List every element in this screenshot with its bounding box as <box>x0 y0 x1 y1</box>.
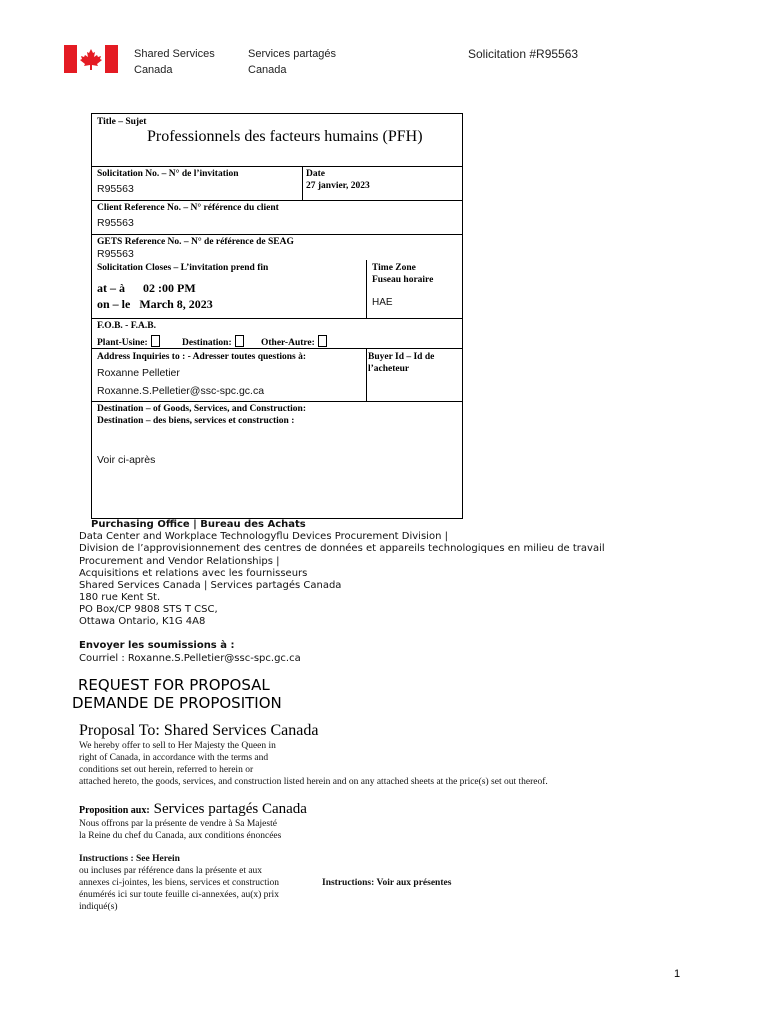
offre-line-1: Nous offrons par la présente de vendre à Sa Majesté <box>79 819 277 829</box>
timezone-value: HAE <box>372 297 393 308</box>
client-ref-value: R95563 <box>97 217 134 229</box>
purchasing-line-6: 180 rue Kent St. <box>79 592 161 603</box>
purchasing-line-7: PO Box/CP 9808 STS T CSC, <box>79 604 218 615</box>
address-label: Address Inquiries to : - Adresser toutes questions à: <box>97 352 307 362</box>
rfp-title-en: REQUEST FOR PROPOSAL <box>78 676 270 694</box>
timezone-label-line1: Time Zone <box>372 263 416 273</box>
proposition-line <box>79 800 307 818</box>
org-name-fr-line1: Services partagés <box>248 48 337 60</box>
gets-ref-label: GETS Reference No. – N° de référence de SEAG <box>97 237 294 247</box>
instructions-label: Instructions : See Herein <box>79 854 180 864</box>
buyer-label-line1: Buyer Id – Id de <box>368 352 435 362</box>
rule <box>92 234 462 235</box>
org-name-en <box>134 46 215 78</box>
proposal-to: Proposal To: Shared Services Canada <box>79 722 319 739</box>
purchasing-line-2: Division de l’approvisionnement des centres de données et appareils technologiques en milieu de travail <box>79 543 605 554</box>
submit-heading: Envoyer les soumissions à : <box>79 640 235 651</box>
rule <box>366 260 367 318</box>
rule <box>92 401 462 402</box>
rule <box>92 200 462 201</box>
purchasing-line-4: Acquisitions et relations avec les fournisseurs <box>79 568 308 579</box>
purchasing-line-8: Ottawa Ontario, K1G 4A8 <box>79 616 206 627</box>
purchasing-line-3: Procurement and Vendor Relationships | <box>79 556 280 567</box>
buyer-label-line2: l’acheteur <box>368 364 410 374</box>
plant-checkbox[interactable] <box>151 335 160 347</box>
timezone-label-line2: Fuseau horaire <box>372 275 434 285</box>
rule <box>302 166 303 200</box>
purchasing-office-heading: Purchasing Office | Bureau des Achats <box>91 519 306 530</box>
other-option <box>261 335 327 349</box>
solicitation-form-box <box>91 113 463 519</box>
date-value: 27 janvier, 2023 <box>306 181 370 191</box>
closes-time: at – à 02 :00 PM <box>97 281 196 295</box>
canada-flag-logo <box>64 45 118 73</box>
destination-label: Destination: <box>182 338 232 348</box>
other-label: Other-Autre: <box>261 338 315 348</box>
org-name-en-line1: Shared Services <box>134 48 215 60</box>
other-checkbox[interactable] <box>318 335 327 347</box>
org-name-en-line2: Canada <box>134 64 173 76</box>
org-name-fr-line2: Canada <box>248 64 287 76</box>
solicitation-number-header: Solicitation #R95563 <box>468 47 579 61</box>
offre-line-2: la Reine du chef du Canada, aux conditions énoncées <box>79 831 282 841</box>
client-ref-label: Client Reference No. – N° référence du client <box>97 203 279 213</box>
gets-ref-value: R95563 <box>97 248 134 260</box>
title-value: Professionnels des facteurs humains (PFH) <box>147 128 423 145</box>
solicitation-no-label: Solicitation No. – N° de l’invitation <box>97 169 239 179</box>
purchasing-line-5: Shared Services Canada | Services partagés Canada <box>79 580 342 591</box>
offer-line-3: conditions set out herein, referred to herein or <box>79 765 254 775</box>
rfp-title-fr: DEMANDE DE PROPOSITION <box>72 694 282 712</box>
contact-email: Roxanne.S.Pelletier@ssc-spc.gc.ca <box>97 385 265 397</box>
instructions-line-4: indiqué(s) <box>79 902 118 912</box>
instructions-line-2: annexes ci-jointes, les biens, services et construction <box>79 878 279 888</box>
instructions-fr: Instructions: Voir aux présentes <box>322 878 452 888</box>
rule <box>92 166 462 167</box>
closes-label: Solicitation Closes – L’invitation prend fin <box>97 263 269 273</box>
instructions-line-3: énumérés ici sur toute feuille ci-annexées, au(x) prix <box>79 890 279 900</box>
date-label: Date <box>306 169 325 179</box>
purchasing-line-1: Data Center and Workplace Technologyflu Devices Procurement Division | <box>79 531 448 542</box>
proposition-value: Services partagés Canada <box>153 801 307 817</box>
org-name-fr <box>248 46 336 78</box>
rule <box>92 318 462 319</box>
offer-line-4: attached hereto, the goods, services, and construction listed herein and on any attached sheets at the price(s) set out thereof. <box>79 777 548 787</box>
plant-label: Plant-Usine: <box>97 338 148 348</box>
offer-line-1: We hereby offer to sell to Her Majesty the Queen in <box>79 741 276 751</box>
destination-option <box>182 335 244 349</box>
submit-email-line: Courriel : Roxanne.S.Pelletier@ssc-spc.gc.ca <box>79 653 301 664</box>
page-number: 1 <box>674 968 681 980</box>
proposition-label: Proposition aux: <box>79 805 150 816</box>
closes-date: on – le March 8, 2023 <box>97 297 213 311</box>
destination-value: Voir ci-après <box>97 454 156 466</box>
contact-name: Roxanne Pelletier <box>97 367 180 379</box>
fob-label: F.O.B. - F.A.B. <box>97 321 156 331</box>
offer-line-2: right of Canada, in accordance with the terms and <box>79 753 269 763</box>
rule <box>366 348 367 401</box>
destination-checkbox[interactable] <box>235 335 244 347</box>
destination-goods-line2: Destination – des biens, services et construction : <box>97 416 295 426</box>
instructions-line-1: ou incluses par référence dans la présente et aux <box>79 866 263 876</box>
plant-option <box>97 335 160 349</box>
destination-goods-line1: Destination – of Goods, Services, and Construction: <box>97 404 307 414</box>
title-label: Title – Sujet <box>97 117 147 127</box>
solicitation-no-value: R95563 <box>97 183 134 195</box>
